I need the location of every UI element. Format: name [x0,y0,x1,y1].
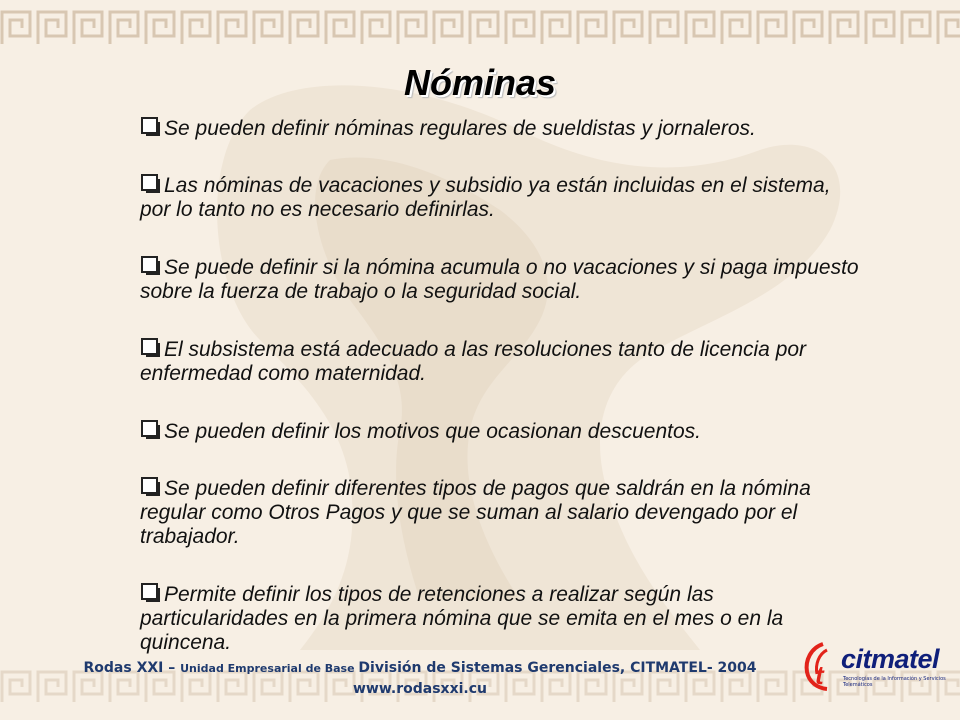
bullet-text: Se pueden definir nóminas regulares de sueldistas y jornaleros. [164,117,756,140]
greek-key-border-top [0,8,960,48]
bullet-item [140,583,860,655]
footer-org: Rodas XXI – [83,660,181,676]
citmatel-logo-name: citmatel [841,644,940,674]
bullet-item [140,174,860,222]
slide-title: Nóminas [403,62,557,103]
bullet-text: Las nóminas de vacaciones y subsidio ya están incluidas en el sistema, por lo tanto no es necesario definirlas. [140,174,831,221]
bullet-text: Se pueden definir los motivos que ocasionan descuentos. [164,420,702,443]
bullet-item [140,338,860,386]
citmatel-logo-tagline: Tecnologías de la Información y Servicios Telemáticos [843,676,946,688]
checkbox-bullet-icon [141,256,158,273]
footer-credit [45,658,795,699]
footer-division: División de Sistemas Gerenciales, CITMATEL- 2004 www.rodasxxi.cu [353,660,757,697]
footer-unit: Unidad Empresarial de Base [180,662,359,675]
bullet-text: El subsistema está adecuado a las resoluciones tanto de licencia por enfermedad como maternidad. [140,338,807,385]
checkbox-bullet-icon [141,477,158,494]
bullet-text: Se puede definir si la nómina acumula o no vacaciones y si paga impuesto sobre la fuerza de trabajo o la seguridad social. [140,256,859,303]
bullet-item [140,477,860,549]
svg-text:t: t [815,660,824,690]
checkbox-bullet-icon [141,117,158,134]
checkbox-bullet-icon [141,420,158,437]
checkbox-bullet-icon [141,583,158,600]
citmatel-logo [803,640,953,695]
checkbox-bullet-icon [141,338,158,355]
checkbox-bullet-icon [141,174,158,191]
bullet-list [140,117,860,689]
bullet-text: Permite definir los tipos de retenciones a realizar según las particularidades en la primera nómina que se emita en el mes o en la quincena. [140,583,784,654]
bullet-item [140,256,860,304]
bullet-item [140,420,860,444]
bullet-text: Se pueden definir diferentes tipos de pagos que saldrán en la nómina regular como Otros Pagos y que se suman al salario devengado por el trabajador. [140,477,811,548]
bullet-item [140,117,860,141]
